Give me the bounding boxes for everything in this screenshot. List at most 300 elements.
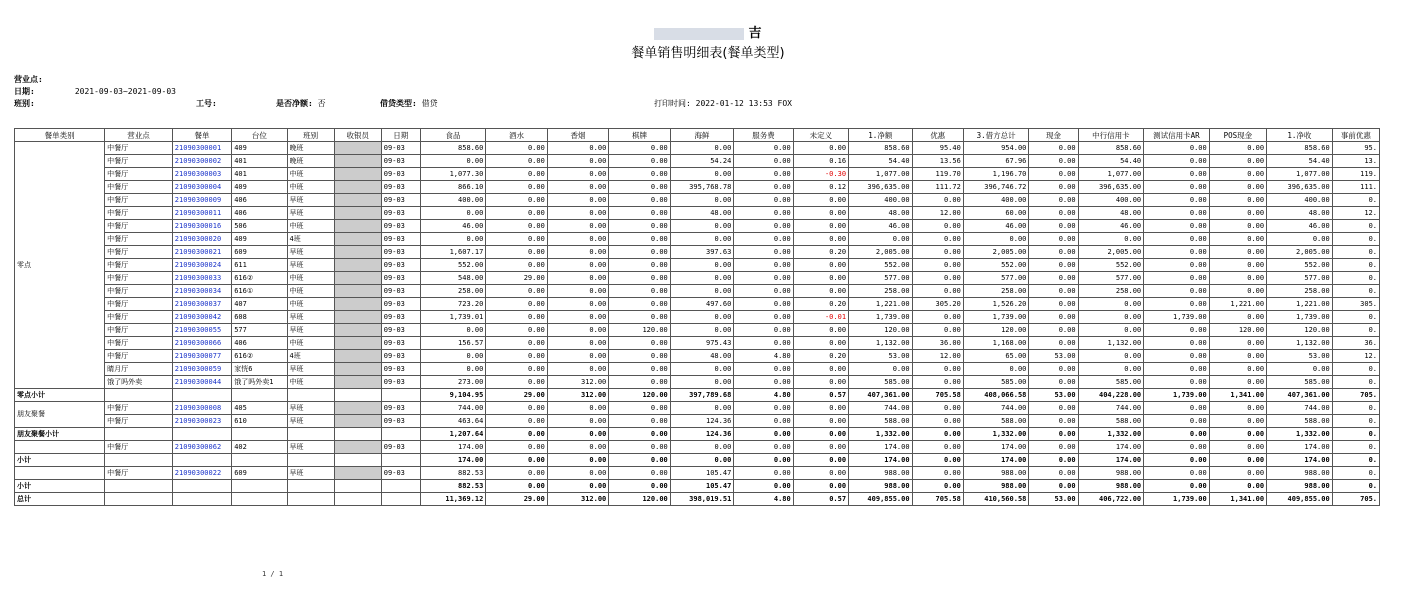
table-cell: 0.00 bbox=[1029, 181, 1078, 194]
table-cell: 396,746.72 bbox=[963, 181, 1029, 194]
table-cell: 0.00 bbox=[486, 246, 547, 259]
table-cell: 0.00 bbox=[486, 181, 547, 194]
table-cell: 0. bbox=[1332, 246, 1379, 259]
order-link[interactable]: 21090300008 bbox=[172, 402, 231, 415]
column-header: 服务费 bbox=[734, 129, 793, 142]
table-cell: 0.00 bbox=[912, 311, 963, 324]
table-cell: 0.00 bbox=[734, 441, 793, 454]
table-cell: 中班 bbox=[287, 285, 334, 298]
table-cell: 0.00 bbox=[609, 285, 670, 298]
table-cell: 54.40 bbox=[1078, 155, 1144, 168]
table-cell: 0.00 bbox=[609, 337, 670, 350]
print-time: 打印时间: 2022-01-12 13:53 FOX bbox=[654, 99, 792, 108]
table-cell: 588.00 bbox=[849, 415, 913, 428]
table-cell: 0.57 bbox=[793, 493, 848, 506]
table-cell: 0.00 bbox=[547, 220, 608, 233]
order-link[interactable]: 21090300033 bbox=[172, 272, 231, 285]
table-cell: 0. bbox=[1332, 376, 1379, 389]
column-header: 事前优惠 bbox=[1332, 129, 1379, 142]
table-cell: 0.00 bbox=[1144, 337, 1210, 350]
table-cell bbox=[232, 454, 287, 467]
table-cell: 0.00 bbox=[420, 207, 486, 220]
table-cell: 305.20 bbox=[912, 298, 963, 311]
order-link[interactable]: 21090300022 bbox=[172, 467, 231, 480]
table-cell: 0.00 bbox=[609, 194, 670, 207]
table-cell: 0.00 bbox=[486, 376, 547, 389]
table-cell: 中餐厅 bbox=[105, 220, 173, 233]
table-cell: 中餐厅 bbox=[105, 155, 173, 168]
table-cell: 1,077.00 bbox=[849, 168, 913, 181]
table-cell: 105.47 bbox=[670, 467, 734, 480]
table-cell: 09-03 bbox=[381, 415, 420, 428]
table-cell: 608 bbox=[232, 311, 287, 324]
table-cell: 2,005.00 bbox=[1267, 246, 1333, 259]
table-cell: 95.40 bbox=[912, 142, 963, 155]
table-cell: 552.00 bbox=[1078, 259, 1144, 272]
order-link[interactable]: 21090300020 bbox=[172, 233, 231, 246]
table-cell: 0.00 bbox=[547, 428, 608, 441]
table-cell: 396,635.00 bbox=[1078, 181, 1144, 194]
table-cell: 0.00 bbox=[912, 467, 963, 480]
table-cell: 0.00 bbox=[609, 480, 670, 493]
table-cell: 409,855.00 bbox=[1267, 493, 1333, 506]
subtotal-row bbox=[15, 389, 1380, 402]
table-cell: 1,739.00 bbox=[963, 311, 1029, 324]
table-cell: 548.00 bbox=[420, 272, 486, 285]
table-cell: 174.00 bbox=[1078, 454, 1144, 467]
table-cell: 中餐厅 bbox=[105, 415, 173, 428]
table-cell: 0.00 bbox=[1029, 467, 1078, 480]
table-cell: 406 bbox=[232, 194, 287, 207]
order-link[interactable]: 21090300024 bbox=[172, 259, 231, 272]
table-cell: 0.00 bbox=[486, 467, 547, 480]
table-cell: 0.00 bbox=[1029, 220, 1078, 233]
order-link[interactable]: 21090300059 bbox=[172, 363, 231, 376]
table-cell: 0.00 bbox=[1029, 415, 1078, 428]
table-cell: 0.00 bbox=[670, 142, 734, 155]
table-cell: 54.40 bbox=[849, 155, 913, 168]
table-cell: 0.00 bbox=[486, 402, 547, 415]
table-cell: 552.00 bbox=[1267, 259, 1333, 272]
table-row bbox=[15, 363, 1380, 376]
table-cell: 0.00 bbox=[734, 246, 793, 259]
table-cell: 0.00 bbox=[486, 220, 547, 233]
table-cell: 111. bbox=[1332, 181, 1379, 194]
page-indicator: 1 / 1 bbox=[262, 570, 284, 578]
order-link[interactable]: 21090300009 bbox=[172, 194, 231, 207]
order-link[interactable]: 21090300002 bbox=[172, 155, 231, 168]
table-row bbox=[15, 285, 1380, 298]
table-cell: 中班 bbox=[287, 168, 334, 181]
table-cell: 48.00 bbox=[670, 207, 734, 220]
table-cell: 36.00 bbox=[912, 337, 963, 350]
table-cell: 0.00 bbox=[486, 155, 547, 168]
table-cell: 46.00 bbox=[849, 220, 913, 233]
table-cell: 早班 bbox=[287, 194, 334, 207]
table-cell: 410,560.58 bbox=[963, 493, 1029, 506]
table-cell bbox=[105, 454, 173, 467]
table-cell: 0.00 bbox=[486, 428, 547, 441]
table-cell: 0.00 bbox=[609, 298, 670, 311]
table-cell: 0.00 bbox=[547, 207, 608, 220]
table-cell: 0.00 bbox=[1209, 441, 1266, 454]
table-cell: 609 bbox=[232, 246, 287, 259]
table-cell: 0.57 bbox=[793, 389, 848, 402]
table-cell: 中班 bbox=[287, 337, 334, 350]
shift-label: 班别: bbox=[14, 99, 35, 108]
table-cell: 577 bbox=[232, 324, 287, 337]
table-cell: 09-03 bbox=[381, 207, 420, 220]
table-cell: 0.00 bbox=[1144, 233, 1210, 246]
table-row bbox=[15, 467, 1380, 480]
order-link[interactable]: 21090300062 bbox=[172, 441, 231, 454]
table-row bbox=[15, 155, 1380, 168]
column-header: 1.净收 bbox=[1267, 129, 1333, 142]
table-cell: 中餐厅 bbox=[105, 311, 173, 324]
table-cell: 0. bbox=[1332, 415, 1379, 428]
table-cell: 0.00 bbox=[1029, 233, 1078, 246]
table-cell: 0.00 bbox=[793, 194, 848, 207]
table-cell: 0.00 bbox=[734, 168, 793, 181]
table-cell: 54.40 bbox=[1267, 155, 1333, 168]
table-cell: 0.00 bbox=[1144, 155, 1210, 168]
table-cell: 858.60 bbox=[1267, 142, 1333, 155]
table-cell: 0.00 bbox=[1144, 428, 1210, 441]
table-cell: 120.00 bbox=[609, 324, 670, 337]
table-cell: 0.00 bbox=[547, 402, 608, 415]
table-cell: 09-03 bbox=[381, 311, 420, 324]
table-cell: 312.00 bbox=[547, 389, 608, 402]
table-cell: 0.00 bbox=[1209, 155, 1266, 168]
table-cell: 0.00 bbox=[670, 376, 734, 389]
table-cell: 09-03 bbox=[381, 272, 420, 285]
table-cell: 744.00 bbox=[420, 402, 486, 415]
table-cell bbox=[334, 246, 381, 259]
order-link[interactable]: 21090300001 bbox=[172, 142, 231, 155]
table-cell: 577.00 bbox=[963, 272, 1029, 285]
table-cell: 409 bbox=[232, 142, 287, 155]
table-cell: 0.00 bbox=[793, 467, 848, 480]
table-cell: 0. bbox=[1332, 311, 1379, 324]
table-cell: 0.00 bbox=[547, 194, 608, 207]
table-cell: 0.00 bbox=[670, 220, 734, 233]
table-cell: 609 bbox=[232, 467, 287, 480]
table-cell: 0.00 bbox=[547, 454, 608, 467]
table-cell bbox=[172, 389, 231, 402]
table-cell: 36. bbox=[1332, 337, 1379, 350]
table-cell: 0.00 bbox=[912, 402, 963, 415]
table-cell: 975.43 bbox=[670, 337, 734, 350]
table-cell: 988.00 bbox=[849, 467, 913, 480]
table-cell: 1,739.00 bbox=[1267, 311, 1333, 324]
table-cell: 1,739.00 bbox=[849, 311, 913, 324]
column-header: 营业点 bbox=[105, 129, 173, 142]
table-cell: 0.00 bbox=[734, 402, 793, 415]
table-cell: 723.20 bbox=[420, 298, 486, 311]
table-cell: 0.00 bbox=[609, 441, 670, 454]
table-cell: 0.00 bbox=[912, 233, 963, 246]
table-cell: 0.00 bbox=[609, 272, 670, 285]
table-cell: 0.00 bbox=[670, 168, 734, 181]
table-cell: 0.00 bbox=[609, 376, 670, 389]
table-cell: 1,077.00 bbox=[1267, 168, 1333, 181]
table-cell: 0.00 bbox=[547, 415, 608, 428]
table-cell: 0.00 bbox=[1029, 480, 1078, 493]
table-cell: 744.00 bbox=[963, 402, 1029, 415]
table-cell: 0. bbox=[1332, 272, 1379, 285]
table-cell: 0. bbox=[1332, 402, 1379, 415]
table-cell: 睛月厅 bbox=[105, 363, 173, 376]
table-cell: 0.00 bbox=[1144, 324, 1210, 337]
table-cell: 0.00 bbox=[793, 454, 848, 467]
table-cell bbox=[232, 493, 287, 506]
table-cell: 0.00 bbox=[734, 142, 793, 155]
table-cell: 0.00 bbox=[486, 285, 547, 298]
staff-label: 工号: bbox=[196, 99, 217, 108]
table-cell: 12.00 bbox=[912, 207, 963, 220]
table-cell: 0.00 bbox=[547, 350, 608, 363]
table-cell: 0.00 bbox=[1209, 402, 1266, 415]
table-cell: 2,005.00 bbox=[963, 246, 1029, 259]
table-cell bbox=[105, 493, 173, 506]
table-cell: 0.00 bbox=[912, 285, 963, 298]
table-cell: 0.00 bbox=[1209, 194, 1266, 207]
table-cell: 0.00 bbox=[1209, 272, 1266, 285]
table-cell: 0.00 bbox=[1029, 324, 1078, 337]
table-cell: 0.00 bbox=[609, 311, 670, 324]
table-cell: 0. bbox=[1332, 285, 1379, 298]
table-cell: 中餐厅 bbox=[105, 324, 173, 337]
table-cell bbox=[334, 220, 381, 233]
table-cell: 506 bbox=[232, 220, 287, 233]
table-cell: 9,104.95 bbox=[420, 389, 486, 402]
order-link[interactable]: 21090300003 bbox=[172, 168, 231, 181]
table-cell: 0.00 bbox=[912, 272, 963, 285]
table-cell: 0.00 bbox=[793, 363, 848, 376]
table-cell: 0.00 bbox=[547, 480, 608, 493]
table-cell: 0.00 bbox=[420, 350, 486, 363]
table-cell: 0.00 bbox=[1144, 142, 1210, 155]
table-row bbox=[15, 402, 1380, 415]
table-cell: 585.00 bbox=[1267, 376, 1333, 389]
table-cell: 09-03 bbox=[381, 142, 420, 155]
table-cell: 858.60 bbox=[420, 142, 486, 155]
subtotal-label: 朋友聚餐小计 bbox=[15, 428, 105, 441]
table-cell: 174.00 bbox=[963, 441, 1029, 454]
table-cell: 616② bbox=[232, 350, 287, 363]
table-cell: 616① bbox=[232, 285, 287, 298]
table-cell: 4.80 bbox=[734, 493, 793, 506]
table-cell: 1,077.30 bbox=[420, 168, 486, 181]
table-cell: 409 bbox=[232, 233, 287, 246]
table-cell: 705.58 bbox=[912, 389, 963, 402]
table-cell bbox=[334, 493, 381, 506]
table-cell bbox=[334, 363, 381, 376]
table-cell: 1,221.00 bbox=[1267, 298, 1333, 311]
table-cell: 4.80 bbox=[734, 350, 793, 363]
column-header: 优惠 bbox=[912, 129, 963, 142]
table-cell: 11,369.12 bbox=[420, 493, 486, 506]
table-cell: 0.00 bbox=[486, 207, 547, 220]
column-header: 香烟 bbox=[547, 129, 608, 142]
table-cell: 0.00 bbox=[1078, 311, 1144, 324]
table-cell: 0.00 bbox=[670, 402, 734, 415]
order-link[interactable]: 21090300055 bbox=[172, 324, 231, 337]
order-link[interactable]: 21090300044 bbox=[172, 376, 231, 389]
table-cell: 0.00 bbox=[793, 233, 848, 246]
table-cell bbox=[381, 454, 420, 467]
order-link[interactable]: 21090300042 bbox=[172, 311, 231, 324]
table-cell: 397,789.68 bbox=[670, 389, 734, 402]
subtotal-row bbox=[15, 454, 1380, 467]
table-cell: 0.00 bbox=[1209, 337, 1266, 350]
table-cell: 407,361.00 bbox=[849, 389, 913, 402]
table-cell: 0.00 bbox=[734, 233, 793, 246]
table-cell bbox=[334, 467, 381, 480]
table-cell: 0.00 bbox=[1144, 415, 1210, 428]
table-cell: 0.00 bbox=[486, 350, 547, 363]
table-cell bbox=[287, 480, 334, 493]
order-link[interactable]: 21090300077 bbox=[172, 350, 231, 363]
table-cell: 1,132.00 bbox=[849, 337, 913, 350]
table-cell: 60.00 bbox=[963, 207, 1029, 220]
table-cell: 0.00 bbox=[793, 415, 848, 428]
table-cell: 0.00 bbox=[1029, 311, 1078, 324]
table-cell bbox=[334, 376, 381, 389]
table-cell: 1,341.00 bbox=[1209, 493, 1266, 506]
table-row bbox=[15, 168, 1380, 181]
table-cell: 258.00 bbox=[1267, 285, 1333, 298]
order-link[interactable]: 21090300037 bbox=[172, 298, 231, 311]
table-cell: 0.00 bbox=[1144, 441, 1210, 454]
table-cell bbox=[334, 480, 381, 493]
table-cell: 09-03 bbox=[381, 441, 420, 454]
table-cell: 0.00 bbox=[547, 298, 608, 311]
table-cell: 0.00 bbox=[1029, 454, 1078, 467]
order-link[interactable]: 21090300011 bbox=[172, 207, 231, 220]
table-cell: 0.00 bbox=[1209, 259, 1266, 272]
table-cell: 0.00 bbox=[486, 298, 547, 311]
table-cell: 48.00 bbox=[670, 350, 734, 363]
table-cell: 396,635.00 bbox=[1267, 181, 1333, 194]
table-cell: 0.00 bbox=[670, 441, 734, 454]
table-cell bbox=[172, 454, 231, 467]
category-cell bbox=[15, 467, 105, 480]
table-cell: 0.00 bbox=[1209, 207, 1266, 220]
column-header: 日期 bbox=[381, 129, 420, 142]
table-row bbox=[15, 142, 1380, 155]
table-cell: 0.00 bbox=[547, 246, 608, 259]
table-cell: 0.00 bbox=[1029, 428, 1078, 441]
table-cell: 0.00 bbox=[734, 376, 793, 389]
table-cell: 2,005.00 bbox=[1078, 246, 1144, 259]
table-cell: 744.00 bbox=[849, 402, 913, 415]
table-cell: 1,221.00 bbox=[849, 298, 913, 311]
column-header: 收银员 bbox=[334, 129, 381, 142]
table-cell: 09-03 bbox=[381, 376, 420, 389]
table-cell bbox=[105, 480, 173, 493]
table-cell: 407 bbox=[232, 298, 287, 311]
table-cell: 0.00 bbox=[1078, 233, 1144, 246]
order-link[interactable]: 21090300004 bbox=[172, 181, 231, 194]
table-row bbox=[15, 246, 1380, 259]
table-cell: 0.00 bbox=[609, 142, 670, 155]
table-cell: 0.00 bbox=[670, 285, 734, 298]
subtotal-label: 小计 bbox=[15, 454, 105, 467]
table-cell: 988.00 bbox=[963, 480, 1029, 493]
table-cell: 48.00 bbox=[849, 207, 913, 220]
order-link[interactable]: 21090300021 bbox=[172, 246, 231, 259]
table-cell: 1,739.00 bbox=[1144, 389, 1210, 402]
table-cell: 0.00 bbox=[1144, 467, 1210, 480]
table-cell: 早班 bbox=[287, 467, 334, 480]
table-cell: 0.00 bbox=[486, 337, 547, 350]
table-cell: 0.00 bbox=[963, 363, 1029, 376]
order-link[interactable]: 21090300034 bbox=[172, 285, 231, 298]
order-link[interactable]: 21090300066 bbox=[172, 337, 231, 350]
table-cell: 中餐厅 bbox=[105, 246, 173, 259]
table-cell: 1,341.00 bbox=[1209, 389, 1266, 402]
table-cell: 0.00 bbox=[912, 428, 963, 441]
order-link[interactable]: 21090300016 bbox=[172, 220, 231, 233]
table-cell: 48.00 bbox=[1078, 207, 1144, 220]
table-cell: 0.00 bbox=[1144, 363, 1210, 376]
table-cell: 早班 bbox=[287, 259, 334, 272]
table-cell: 0.00 bbox=[1078, 324, 1144, 337]
table-cell: 0.00 bbox=[486, 194, 547, 207]
table-cell: 1,526.20 bbox=[963, 298, 1029, 311]
table-cell: 882.53 bbox=[420, 480, 486, 493]
table-cell: 0.00 bbox=[912, 376, 963, 389]
column-header: 中行信用卡 bbox=[1078, 129, 1144, 142]
table-cell: 中餐厅 bbox=[105, 233, 173, 246]
table-cell: 2,005.00 bbox=[849, 246, 913, 259]
table-cell: 1,132.00 bbox=[1267, 337, 1333, 350]
table-cell: 53.00 bbox=[849, 350, 913, 363]
table-cell: 1,332.00 bbox=[1267, 428, 1333, 441]
table-cell: 0. bbox=[1332, 220, 1379, 233]
table-cell: 晚班 bbox=[287, 155, 334, 168]
order-link[interactable]: 21090300023 bbox=[172, 415, 231, 428]
table-cell: 09-03 bbox=[381, 233, 420, 246]
table-cell: 0.00 bbox=[547, 181, 608, 194]
table-cell: 988.00 bbox=[1078, 480, 1144, 493]
table-cell: 0.00 bbox=[1029, 168, 1078, 181]
table-cell: 744.00 bbox=[1267, 402, 1333, 415]
table-cell: 67.96 bbox=[963, 155, 1029, 168]
table-cell: 54.24 bbox=[670, 155, 734, 168]
table-cell: 早班 bbox=[287, 415, 334, 428]
loan-type: 借贷类型: 借贷 bbox=[380, 99, 438, 108]
table-cell: 0.00 bbox=[1209, 285, 1266, 298]
table-cell: 0.00 bbox=[912, 194, 963, 207]
table-cell: 174.00 bbox=[1267, 454, 1333, 467]
table-cell: 0.00 bbox=[1209, 428, 1266, 441]
table-cell: 0.00 bbox=[1209, 480, 1266, 493]
table-cell: 0.00 bbox=[1267, 363, 1333, 376]
table-cell: 0.00 bbox=[1078, 350, 1144, 363]
table-cell: 1,607.17 bbox=[420, 246, 486, 259]
table-cell: 0.00 bbox=[1144, 480, 1210, 493]
table-cell: 397.63 bbox=[670, 246, 734, 259]
table-cell: 中餐厅 bbox=[105, 142, 173, 155]
table-cell: 29.00 bbox=[486, 272, 547, 285]
table-cell: 588.00 bbox=[1267, 415, 1333, 428]
table-cell: 0.00 bbox=[1209, 168, 1266, 181]
table-cell: 111.72 bbox=[912, 181, 963, 194]
table-cell: 395,768.78 bbox=[670, 181, 734, 194]
table-cell: 119.70 bbox=[912, 168, 963, 181]
